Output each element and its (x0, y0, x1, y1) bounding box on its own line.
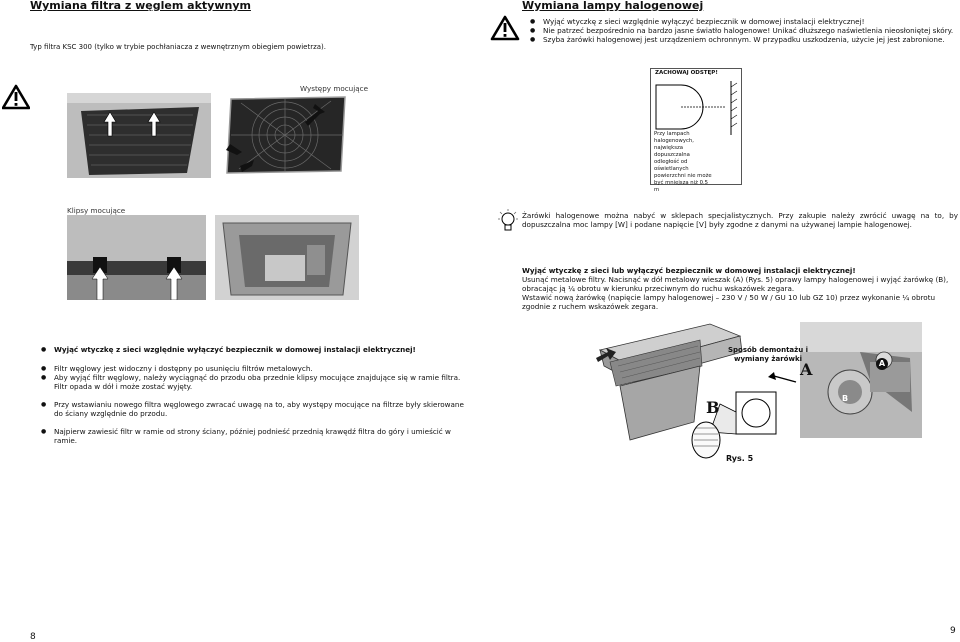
up-arrows-icon (100, 108, 180, 138)
lamp-warning-1: ● Wyjąć wtyczkę z sieci względnie wyłączyć bezpiecznik w domowej instalacji elektrycznej! (529, 17, 959, 26)
label-a: A (800, 360, 813, 379)
left-warning: ● Wyjąć wtyczkę z sieci względnie wyłączyć bezpiecznik w domowej instalacji elektrycznej! (40, 345, 470, 354)
lightbulb-icon (496, 208, 520, 236)
figure-label: Rys. 5 (726, 454, 754, 463)
diagram-text: Przy lampach halogenowych, największa dopuszczalna odległość od oświetlanych powierzchni nie może być mniejsza niż 0.5 m (654, 131, 712, 193)
page-number-right: 9 (950, 626, 956, 636)
step-1: ● Filtr węglowy jest widoczny i dostępny po usunięciu filtrów metalowych. (40, 364, 470, 373)
left-instructions (40, 345, 470, 445)
arrow-markers-icon (220, 100, 350, 180)
right-page-title: Wymiana lampy halogenowej (522, 0, 704, 12)
filter-type-note: Typ filtra KSC 300 (tylko w trybie pochłaniacza z wewnętrznym obiegiem powietrza). (30, 43, 327, 51)
distance-diagram (650, 68, 742, 193)
instr-line-2: Wstawić nową żarówkę (napięcie lampy halogenowej – 230 V / 50 W / GU 10 lub GZ 10) przez wykonanie ¼ obrotu zgodnie z ruchem wskazówek zegara. (522, 293, 936, 311)
instr-line-1: Usunąć metalowe filtry. Nacisnąć w dół metalowy wieszak (A) (Rys. 5) oprawy lampy halogenowej i wyjąć żarówkę (B), obracając ją ¼ obrotu w kierunku przeciwnym do ruchu wskazówek zegara. (522, 275, 949, 293)
warning-triangle-icon (490, 15, 520, 41)
lamp-warnings (529, 17, 959, 44)
step-2: ● Aby wyjąć filtr węglowy, należy wyciągnąć do przodu oba przednie klipsy mocujące znajdujące się w ramie filtra. Filtr opada w dół i może zostać wyjęty. (40, 373, 470, 391)
filter-clips-photo (67, 215, 206, 300)
lamp-warning-2: ● Nie patrzeć bezpośrednio na bardzo jasne światło halogenowe! Unikać dłuższego naświetlenia nieosłoniętej skóry. (529, 26, 959, 35)
diagram-title: ZACHOWAJ ODSTĘP! (655, 70, 718, 76)
lamp-replacement-figure (560, 322, 922, 468)
replacement-instructions (522, 266, 958, 311)
lamp-warning-3: ● Szyba żarówki halogenowej jest urządzeniem ochronnym. W przypadku uszkodzenia, użycie jej jest zabronione. (529, 35, 959, 44)
label-b: B (706, 398, 720, 417)
hood-interior-photo (215, 215, 359, 300)
step-3: ● Przy wstawianiu nowego filtra węglowego zwracać uwagę na to, aby występy mocujące na filtrze były skierowane do ściany względnie do przodu. (40, 400, 470, 418)
instr-warning: Wyjąć wtyczkę z sieci lub wyłączyć bezpiecznik w domowej instalacji elektrycznej! (522, 266, 856, 275)
bulb-tip: Żarówki halogenowe można nabyć w sklepach specjalistycznych. Przy zakupie należy zwrócić uwagę na to, by dopuszczalna moc lampy [W] i podane napięcie [V] były zgodne z danymi na używanej lampie halogenowej. (522, 211, 958, 229)
photo-label-b: B (842, 394, 849, 403)
warning-triangle-icon (2, 84, 30, 110)
clips-label: Klipsy mocujące (67, 206, 126, 215)
photo-label-a: A (876, 358, 888, 370)
step-4: ● Najpierw zawiesić filtr w ramie od strony ściany, później podnieść przednią krawędź filtra do góry i umieścić w ramie. (40, 427, 470, 445)
projections-label: Występy mocujące (300, 84, 369, 93)
figure-caption: Sposób demontażu i wymiany żarówki (727, 346, 809, 363)
page-number-left: 8 (30, 632, 36, 642)
left-page-title: Wymiana filtra z węglem aktywnym (30, 0, 251, 12)
